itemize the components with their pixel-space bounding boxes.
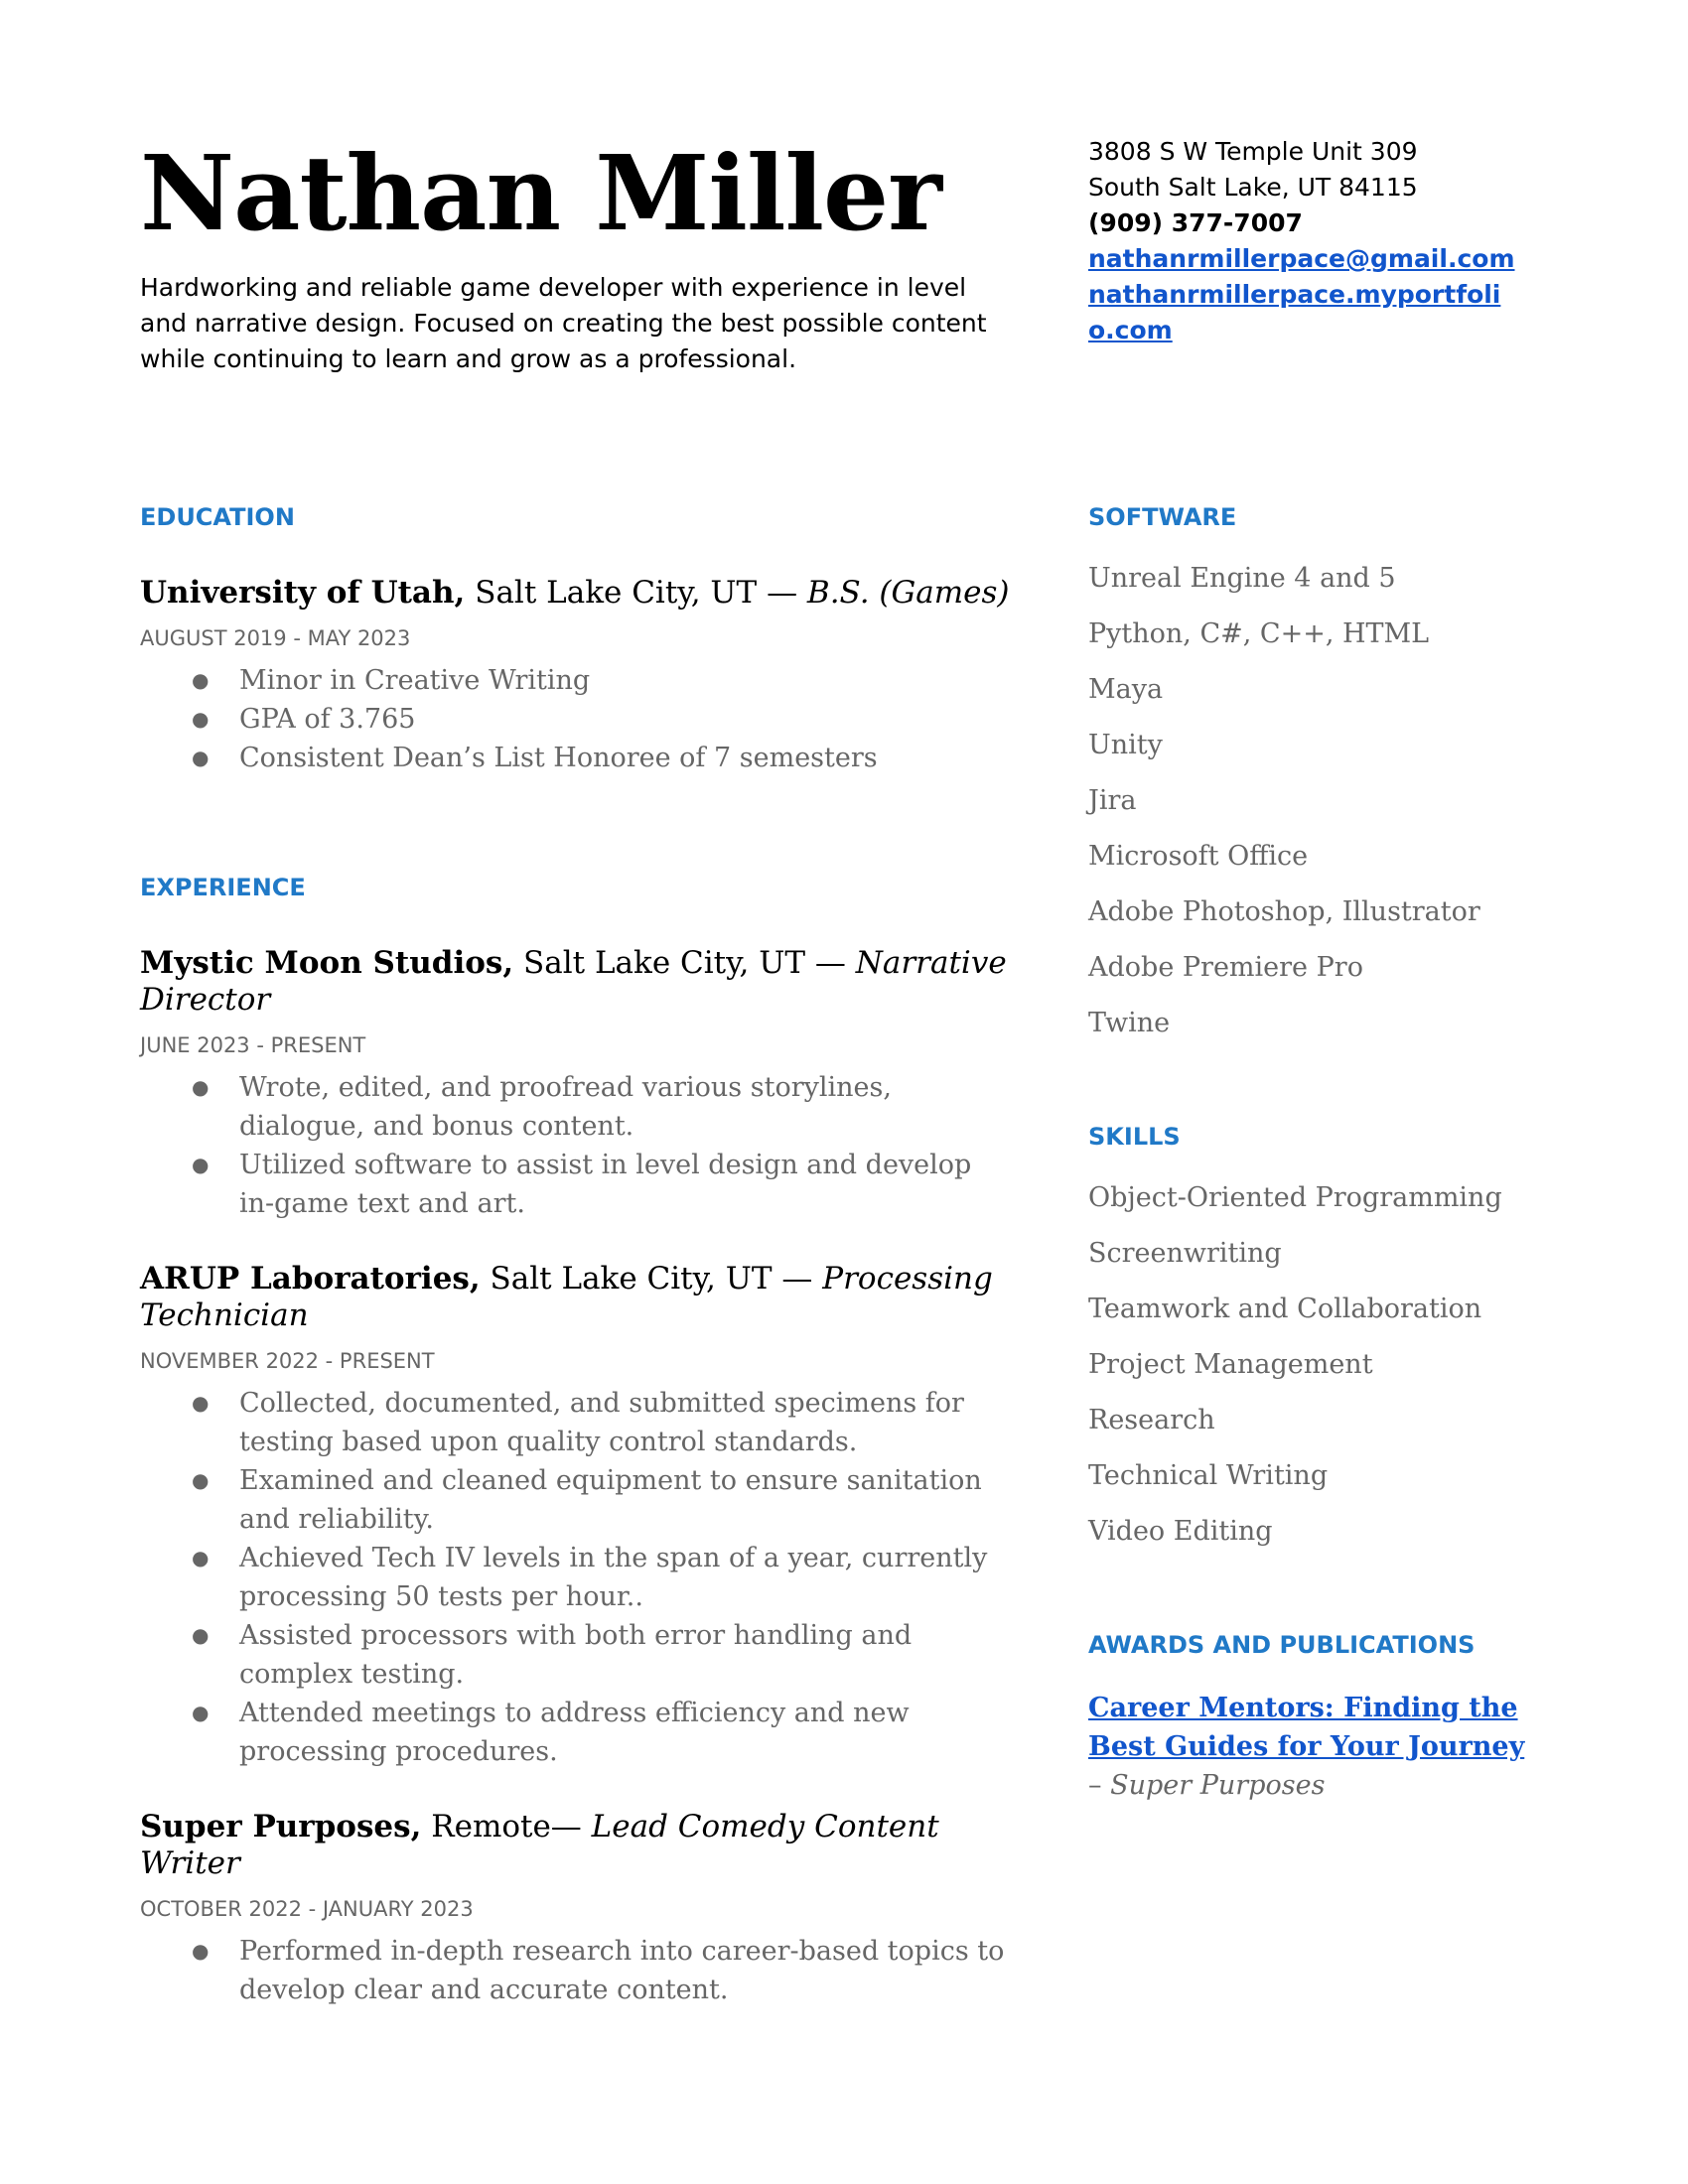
entry-org: Super Purposes, [140,1809,422,1844]
list-item: Twine [1088,1008,1171,1038]
list-item: Python, C#, C++, HTML [1088,618,1430,649]
entry-role: Processing Technician [140,1261,993,1333]
award-separator: – [1088,1770,1111,1801]
entry-org: University of Utah, [140,575,466,611]
list-item: ● Wrote, edited, and proofread various storylines, dialogue, and bonus content. [140,1068,1014,1146]
list-item: Unity [1088,730,1163,760]
list-item: ● Examined and cleaned equipment to ensure sanitation and reliability. [140,1461,1014,1539]
bullet-icon: ● [192,1153,210,1176]
education-section [140,501,1014,777]
profile-summary: Hardworking and reliable game developer with experience in level and narrative design. Focused on creating the best possible content while continuing to learn and grow as a professional. [140,273,987,373]
entry-bullets [140,1068,1014,1223]
bullet-icon: ● [192,1075,210,1099]
bullet-icon: ● [192,1546,210,1570]
list-item: Object-Oriented Programming [1088,1182,1502,1213]
list-item: Teamwork and Collaboration [1088,1294,1482,1324]
award-source: Super Purposes [1110,1770,1326,1801]
list-item: ● Utilized software to assist in level design and develop in-game text and art. [140,1146,1014,1223]
bullet-icon: ● [192,707,210,731]
applicant-name: Nathan Miller [140,132,941,254]
entry-dates: AUGUST 2019 - MAY 2023 [140,626,411,650]
email-link[interactable]: nathanrmillerpace@gmail.com [1088,244,1515,273]
list-item: ● Consistent Dean’s List Honoree of 7 semesters [140,739,1014,777]
address-line-1: 3808 S W Temple Unit 309 [1088,137,1418,166]
right-column [1088,501,1525,1832]
phone-number: (909) 377-7007 [1088,208,1303,237]
list-item: Project Management [1088,1349,1373,1380]
entry-title [140,575,1014,612]
entry-org: Mystic Moon Studios, [140,945,514,981]
skills-heading: SKILLS [1088,1123,1181,1151]
bullet-icon: ● [192,1391,210,1415]
bullet-icon: ● [192,1468,210,1492]
experience-section [140,872,1014,2009]
education-heading: EDUCATION [140,503,295,531]
list-item: Microsoft Office [1088,841,1309,872]
list-item: ● GPA of 3.765 [140,700,1014,739]
list-item: ● Achieved Tech IV levels in the span of a year, currently processing 50 tests per hour.. [140,1539,1014,1616]
list-item: ● Collected, documented, and submitted specimens for testing based upon quality control standards. [140,1384,1014,1461]
software-section [1088,501,1525,1041]
entry-title [140,1809,1014,1882]
entry-org: ARUP Laboratories, [140,1261,481,1297]
experience-entry [140,1809,1014,2009]
experience-entry [140,945,1014,1223]
portfolio-link[interactable]: nathanrmillerpace.myportfolio.com [1088,280,1501,344]
experience-entry [140,1261,1014,1771]
skills-list [1088,1180,1525,1550]
entry-bullets [140,1384,1014,1771]
list-item: Technical Writing [1088,1460,1329,1491]
entry-role: Lead Comedy Content Writer [140,1809,939,1881]
left-column [140,501,1014,2009]
bullet-icon: ● [192,746,210,769]
entry-dates: OCTOBER 2022 - JANUARY 2023 [140,1897,474,1921]
list-item: Maya [1088,674,1164,705]
list-item: ● Attended meetings to address efficiency and new processing procedures. [140,1694,1014,1771]
list-item: ● Assisted processors with both error handling and complex testing. [140,1616,1014,1694]
list-item: Adobe Premiere Pro [1088,952,1363,983]
bullet-icon: ● [192,1623,210,1647]
list-item: Video Editing [1088,1516,1273,1547]
entry-title [140,1261,1014,1334]
bullet-icon: ● [192,668,210,692]
entry-role: Narrative Director [140,945,1007,1018]
list-item: Research [1088,1405,1215,1435]
awards-heading: AWARDS AND PUBLICATIONS [1088,1631,1476,1659]
list-item: ● Minor in Creative Writing [140,661,1014,700]
software-list [1088,561,1525,1041]
awards-section [1088,1629,1525,1805]
entry-role: B.S. (Games) [806,575,1010,611]
list-item: ● Performed in-depth research into career-based topics to develop clear and accurate content. [140,1932,1014,2009]
skills-section [1088,1121,1525,1550]
bullet-icon: ● [192,1939,210,1963]
entry-location: Salt Lake City, UT — [465,575,807,611]
entry-dates: JUNE 2023 - PRESENT [140,1033,366,1057]
bullet-icon: ● [192,1701,210,1724]
entry-dates: NOVEMBER 2022 - PRESENT [140,1349,435,1373]
award-item [1088,1689,1525,1805]
contact-block [1088,134,1515,348]
experience-heading: EXPERIENCE [140,874,306,901]
award-title-link[interactable]: Career Mentors: Finding the Best Guides for Your Journey [1088,1693,1525,1762]
list-item: Screenwriting [1088,1238,1282,1269]
software-heading: SOFTWARE [1088,503,1237,531]
address-line-2: South Salt Lake, UT 84115 [1088,173,1418,202]
list-item: Jira [1088,785,1137,816]
entry-location: Salt Lake City, UT — [480,1261,823,1297]
entry-location: Salt Lake City, UT — [513,945,856,981]
entry-title [140,945,1014,1019]
entry-bullets [140,1932,1014,2009]
list-item: Unreal Engine 4 and 5 [1088,563,1396,594]
education-entry [140,575,1014,777]
entry-bullets [140,661,1014,777]
list-item: Adobe Photoshop, Illustrator [1088,896,1480,927]
entry-location: Remote— [421,1809,592,1844]
